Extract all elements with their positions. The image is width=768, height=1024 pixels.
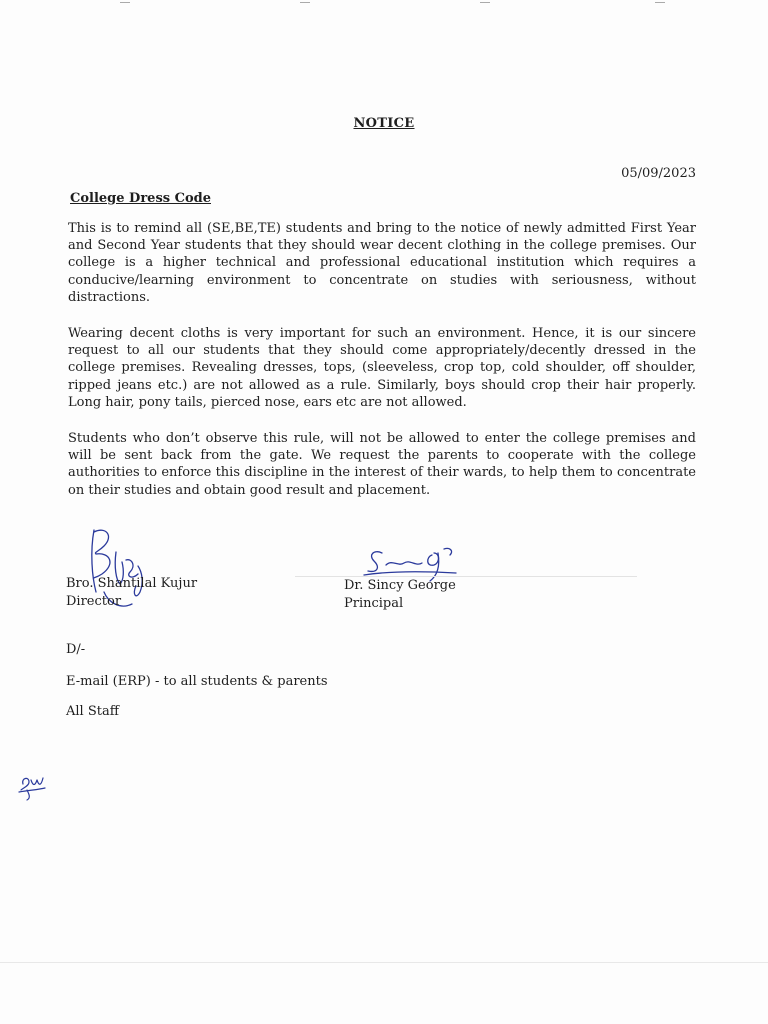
- notice-date: 05/09/2023: [621, 166, 696, 181]
- signatory-director: [66, 575, 197, 611]
- distribution-staff: All Staff: [66, 704, 119, 719]
- page-bottom-edge: [0, 962, 768, 963]
- paragraph-3: Students who don’t observe this rule, will not be allowed to enter the college premises and will be sent back from the gate. We request the parents to cooperate with the college authorities to enforce this discipline in the interest of their wards, to help them to concentrate on their studies and obtain good result and placement.: [68, 431, 696, 498]
- principal-name: Dr. Sincy George: [344, 578, 456, 593]
- paragraph-2: Wearing decent cloths is very important for such an environment. Hence, it is our sincere request to all our students that they should come appropriately/decently dressed in the college premises. Revealing dresses, tops, (sleeveless, crop top, cold shoulder, off shoulder, ripped jeans etc.) are not allowed as a rule. Similarly, boys should crop their hair properly. Long hair, pony tails, pierced nose, ears etc are not allowed.: [68, 326, 696, 410]
- director-name: Bro. Shantilal Kujur: [66, 576, 198, 591]
- director-role: Director: [66, 594, 122, 609]
- notice-subject: College Dress Code: [70, 191, 211, 206]
- scan-marks: [0, 0, 768, 12]
- distribution-email: E-mail (ERP) - to all students & parents: [66, 674, 328, 689]
- signatory-principal: [344, 577, 456, 613]
- paragraph-1: This is to remind all (SE,BE,TE) students and bring to the notice of newly admitted First Year and Second Year students that they should wear decent clothing in the college premises. Our college is a higher technical and professional educational institution which requires a conducive/learning environment to concentrate on studies with seriousness, without distractions.: [68, 221, 696, 305]
- distribution-ref: D/-: [66, 642, 86, 657]
- principal-role: Principal: [344, 596, 404, 611]
- notice-title: NOTICE: [353, 116, 415, 131]
- margin-initials: [15, 768, 55, 803]
